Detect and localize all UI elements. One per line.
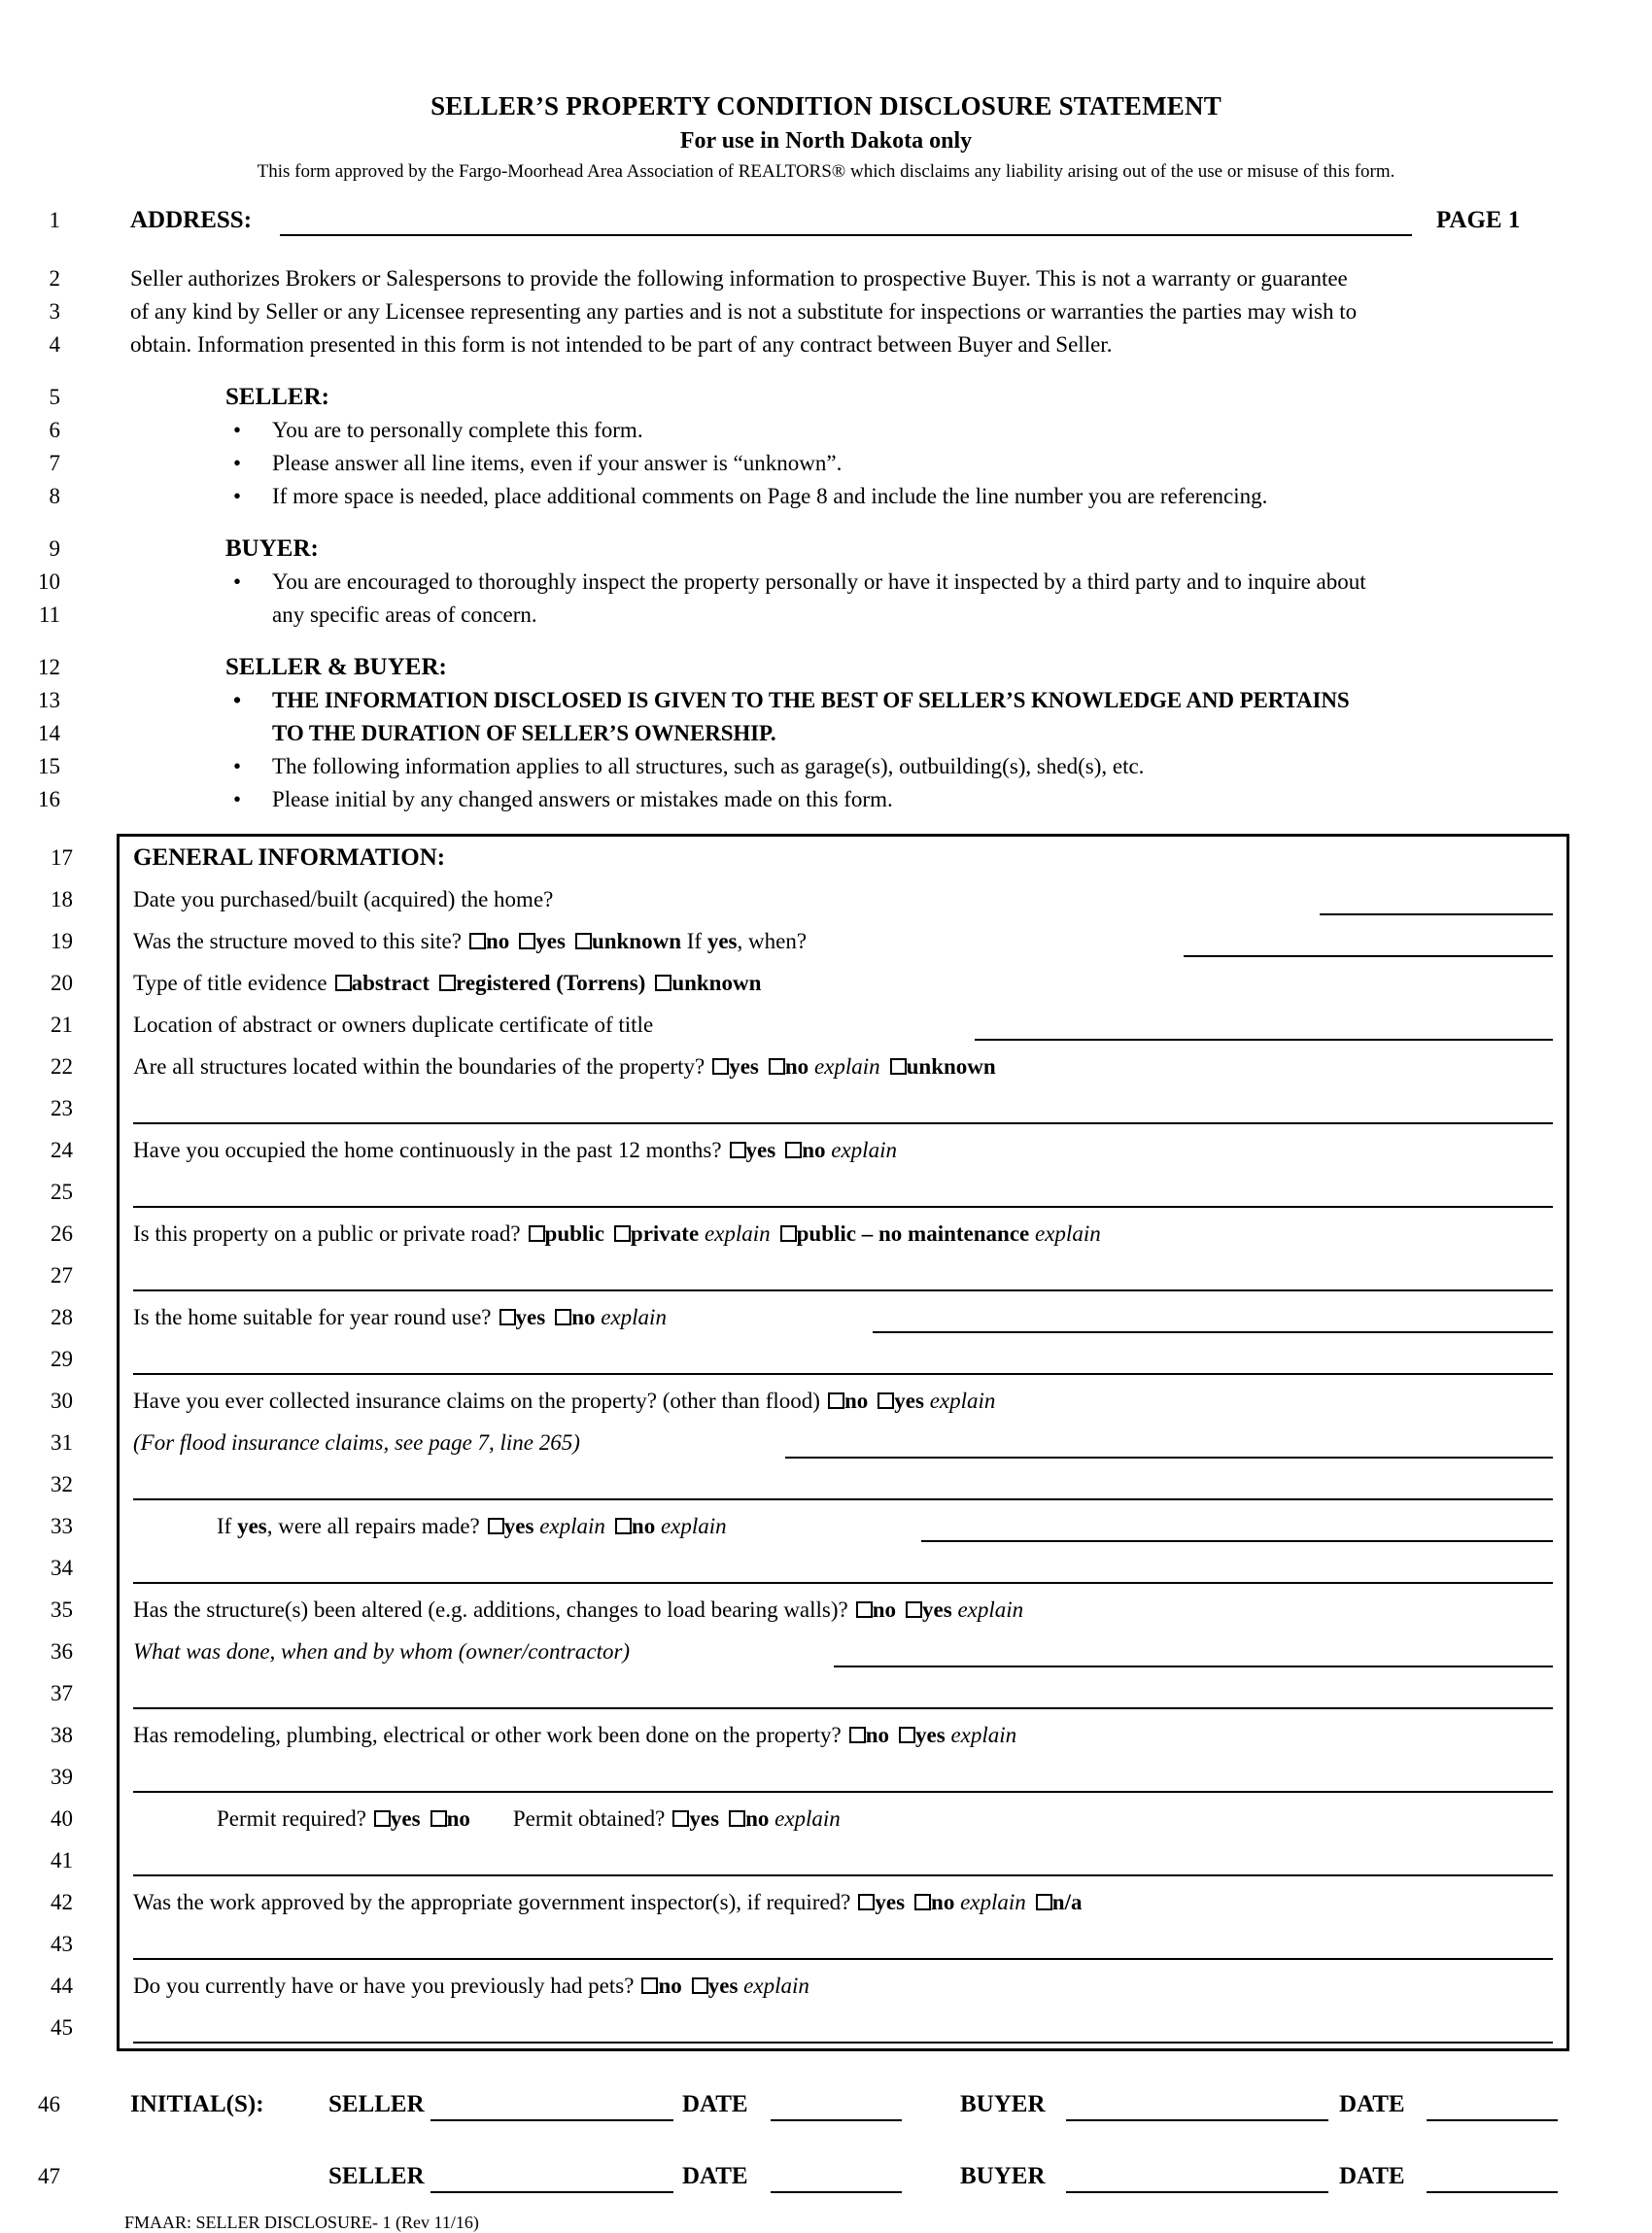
explain-hint: explain	[660, 1514, 727, 1538]
address-input[interactable]	[280, 234, 1412, 236]
checkbox-label: unknown	[671, 971, 762, 995]
checkbox-label: yes	[535, 929, 566, 953]
intro-line	[0, 328, 1652, 361]
answer-line[interactable]	[133, 2042, 1553, 2044]
checkbox-label: no	[658, 1974, 682, 1998]
explain-hint: explain	[950, 1723, 1017, 1747]
checkbox-label: unknown	[906, 1054, 996, 1079]
checkbox-public-no-maintenance[interactable]	[780, 1225, 797, 1242]
checkbox-label: no	[802, 1138, 826, 1162]
line-number: 46	[38, 2092, 60, 2116]
seller-buyer-section	[0, 651, 1652, 816]
line-number: 10	[38, 569, 60, 594]
checkbox-yes[interactable]	[899, 1727, 915, 1743]
line-number: 26	[51, 1221, 73, 1246]
answer-line[interactable]	[1184, 955, 1553, 957]
checkbox-abstract[interactable]	[335, 975, 352, 991]
checkbox-label: no	[485, 929, 510, 953]
form-question: Are all structures located within the boundaries of the property? yes no explain unknown	[133, 1054, 996, 1079]
seller-bullet	[0, 480, 1652, 513]
form-code: FMAAR: SELLER DISCLOSURE- 1 (Rev 11/16)	[124, 2213, 479, 2232]
line-number: 20	[51, 971, 73, 995]
checkbox-label: yes	[707, 1974, 739, 1998]
checkbox-label: no	[784, 1054, 809, 1079]
form-question: Was the structure moved to this site? no yes unknown If yes, when?	[133, 929, 808, 953]
form-line-31	[51, 1422, 1566, 1463]
intro-line	[0, 262, 1652, 295]
intro-text: obtain. Information presented in this form is not intended to be part of any contract between Buyer and Seller.	[130, 332, 1113, 357]
form-question: Has the structure(s) been altered (e.g. additions, changes to load bearing walls)? no yes explain	[133, 1597, 1024, 1622]
form-line-21	[51, 1004, 1566, 1046]
seller-bullet-text: • If more space is needed, place additional comments on Page 8 and include the line number you are referencing.	[225, 480, 1574, 513]
answer-line[interactable]	[133, 1582, 1553, 1584]
spacer	[0, 2127, 1652, 2154]
answer-line[interactable]	[975, 1039, 1553, 1041]
answer-line[interactable]	[133, 1707, 1553, 1709]
form-line-32	[51, 1463, 1566, 1505]
buyer-date-input[interactable]	[1427, 2191, 1558, 2193]
line-number: 1	[49, 208, 60, 232]
form-line-26	[51, 1213, 1566, 1254]
seller-buyer-bullet	[0, 750, 1652, 783]
form-question: Was the work approved by the appropriate government inspector(s), if required? yes no explain n/a	[133, 1890, 1083, 1914]
line-number: 5	[49, 385, 60, 409]
line-number: 37	[51, 1681, 73, 1705]
form-line-34	[51, 1547, 1566, 1589]
buyer-initial-input[interactable]	[1066, 2191, 1328, 2193]
seller-buyer-bullet-text: TO THE DURATION OF SELLER’S OWNERSHIP.	[272, 721, 776, 745]
buyer-bullet-continuation	[0, 599, 1652, 632]
checkbox-label: yes	[729, 1054, 759, 1079]
checkbox-label: unknown	[591, 929, 682, 953]
seller-label: SELLER	[328, 2163, 425, 2189]
seller-label: SELLER	[328, 2091, 425, 2117]
checkbox-yes[interactable]	[519, 933, 535, 949]
seller-initial-input[interactable]	[430, 2119, 673, 2121]
buyer-heading: BUYER:	[225, 535, 319, 562]
line-number: 29	[51, 1347, 73, 1371]
checkbox-label: yes	[915, 1723, 946, 1747]
form-line-24	[51, 1129, 1566, 1171]
line-number: 38	[51, 1723, 73, 1747]
checkbox-label: private	[630, 1221, 700, 1246]
form-line-45	[51, 2007, 1566, 2048]
date-label: DATE	[1339, 2091, 1405, 2117]
intro-paragraph	[0, 262, 1652, 361]
seller-bullet-text: • Please answer all line items, even if your answer is “unknown”.	[225, 447, 1574, 480]
line-number: 44	[51, 1974, 73, 1998]
answer-line[interactable]	[785, 1457, 1553, 1459]
form-question: Do you currently have or have you previously had pets? no yes explain	[133, 1974, 809, 1998]
seller-buyer-bullet-text: • THE INFORMATION DISCLOSED IS GIVEN TO THE BEST OF SELLER’S KNOWLEDGE AND PERTAINS	[225, 684, 1574, 717]
line-number: 6	[49, 418, 60, 442]
checkbox-label: no	[872, 1597, 897, 1622]
answer-line[interactable]	[133, 1122, 1553, 1124]
seller-bullet	[0, 447, 1652, 480]
checkbox-unknown[interactable]	[575, 933, 592, 949]
line-number: 47	[38, 2164, 60, 2188]
checkbox-no[interactable]	[615, 1518, 632, 1534]
seller-date-input[interactable]	[771, 2191, 902, 2193]
buyer-bullet	[0, 566, 1652, 599]
checkbox-private[interactable]	[614, 1225, 631, 1242]
section-heading: GENERAL INFORMATION:	[133, 844, 446, 871]
answer-line[interactable]	[133, 1206, 1553, 1208]
line-number: 30	[51, 1389, 73, 1413]
form-question: If yes, were all repairs made? yes explain no explain	[217, 1514, 727, 1538]
form-line-41	[51, 1839, 1566, 1881]
checkbox-label: yes	[922, 1597, 952, 1622]
seller-bullet-text: • You are to personally complete this form.	[225, 414, 1574, 447]
checkbox-yes[interactable]	[906, 1601, 922, 1618]
buyer-instructions-section	[0, 532, 1652, 632]
form-line-39	[51, 1756, 1566, 1798]
answer-line[interactable]	[921, 1540, 1553, 1542]
page-subtitle: For use in North Dakota only	[679, 128, 973, 154]
form-question: Is this property on a public or private road? public private explain public – no maintenance explain	[133, 1221, 1101, 1246]
line-number: 22	[51, 1054, 73, 1079]
checkbox-yes[interactable]	[712, 1058, 729, 1075]
line-number: 9	[49, 536, 60, 561]
checkbox-yes[interactable]	[858, 1894, 875, 1910]
signature-row	[0, 2082, 1652, 2127]
line-number: 15	[38, 754, 60, 778]
address-row	[0, 204, 1652, 243]
line-number: 14	[38, 721, 60, 745]
intro-text: of any kind by Seller or any Licensee representing any parties and is not a substitute for inspections or warranties the parties may wish to	[130, 299, 1358, 324]
checkbox-no[interactable]	[430, 1810, 447, 1827]
form-line-40	[51, 1798, 1566, 1839]
line-number: 43	[51, 1932, 73, 1956]
line-number: 27	[51, 1263, 73, 1288]
checkbox-yes[interactable]	[488, 1518, 504, 1534]
seller-buyer-heading-row	[0, 651, 1652, 684]
page-indicator: PAGE 1	[1436, 207, 1521, 233]
checkbox-yes[interactable]	[374, 1810, 391, 1827]
form-line-42	[51, 1881, 1566, 1923]
buyer-label: BUYER	[960, 2091, 1046, 2117]
explain-hint: explain	[774, 1806, 841, 1831]
seller-buyer-heading: SELLER & BUYER:	[225, 654, 447, 680]
seller-buyer-bullet-continuation	[0, 717, 1652, 750]
checkbox-label: public	[544, 1221, 604, 1246]
seller-bullet	[0, 414, 1652, 447]
explain-hint: explain	[957, 1597, 1024, 1622]
date-label: DATE	[682, 2163, 748, 2189]
checkbox-label: yes	[689, 1806, 720, 1831]
address-label: ADDRESS:	[130, 207, 253, 233]
form-line-28	[51, 1296, 1566, 1338]
form-line-35	[51, 1589, 1566, 1631]
date-label: DATE	[1339, 2163, 1405, 2189]
form-question: Date you purchased/built (acquired) the home?	[133, 887, 554, 911]
explain-hint: explain	[929, 1389, 996, 1413]
line-number: 18	[51, 887, 73, 911]
form-line-25	[51, 1171, 1566, 1213]
checkbox-yes[interactable]	[672, 1810, 689, 1827]
form-line-20	[51, 962, 1566, 1004]
checkbox-yes[interactable]	[499, 1309, 516, 1325]
explain-hint: explain	[601, 1305, 667, 1329]
explain-hint: explain	[539, 1514, 605, 1538]
seller-heading: SELLER:	[225, 384, 329, 410]
checkbox-no[interactable]	[856, 1601, 873, 1618]
line-number: 36	[51, 1639, 73, 1664]
line-number: 19	[51, 929, 73, 953]
checkbox-yes[interactable]	[692, 1977, 708, 1994]
line-number: 21	[51, 1013, 73, 1037]
checkbox-no[interactable]	[785, 1142, 802, 1158]
form-line-33	[51, 1505, 1566, 1547]
intro-line	[0, 295, 1652, 328]
checkbox-label: yes	[875, 1890, 906, 1914]
initials-label: INITIAL(S):	[130, 2091, 264, 2117]
buyer-heading-row	[0, 532, 1652, 566]
answer-line[interactable]	[133, 1874, 1553, 1876]
approval-note: This form approved by the Fargo-Moorhead Area Association of REALTORS® which disclaims any liability arising out of the use or misuse of this form.	[257, 161, 1395, 182]
form-question: What was done, when and by whom (owner/contractor)	[133, 1639, 631, 1664]
buyer-bullet-text: • You are encouraged to thoroughly inspect the property personally or have it inspected by a third party and to inquire about	[225, 566, 1574, 599]
form-question: Is the home suitable for year round use? yes no explain	[133, 1305, 667, 1329]
checkbox-no[interactable]	[769, 1058, 785, 1075]
seller-buyer-bullet	[0, 783, 1652, 816]
intro-text: Seller authorizes Brokers or Salespersons to provide the following information to prospective Buyer. This is not a warranty or guarantee	[130, 266, 1348, 291]
line-number: 35	[51, 1597, 73, 1622]
answer-line[interactable]	[133, 1289, 1553, 1291]
line-number: 13	[38, 688, 60, 712]
buyer-bullet-text: any specific areas of concern.	[272, 602, 537, 627]
form-line-36	[51, 1631, 1566, 1672]
line-number: 41	[51, 1848, 73, 1872]
line-number: 40	[51, 1806, 73, 1831]
form-question: Have you occupied the home continuously in the past 12 months? yes no explain	[133, 1138, 897, 1162]
form-line-37	[51, 1672, 1566, 1714]
line-number: 32	[51, 1472, 73, 1496]
checkbox-label: abstract	[351, 971, 430, 995]
line-number: 33	[51, 1514, 73, 1538]
line-number: 23	[51, 1096, 73, 1120]
checkbox-label: public – no maintenance	[796, 1221, 1030, 1246]
checkbox-no[interactable]	[914, 1894, 931, 1910]
explain-hint: explain	[831, 1138, 897, 1162]
explain-hint: explain	[704, 1221, 771, 1246]
answer-line[interactable]	[834, 1666, 1553, 1667]
line-number: 12	[38, 655, 60, 679]
seller-instructions-section	[0, 381, 1652, 513]
form-line-29	[51, 1338, 1566, 1380]
checkbox-label: no	[631, 1514, 656, 1538]
answer-line[interactable]	[133, 1791, 1553, 1793]
checkbox-yes[interactable]	[878, 1392, 894, 1409]
seller-initial-input[interactable]	[430, 2191, 673, 2193]
explain-hint: explain	[813, 1054, 880, 1079]
signature-row	[0, 2154, 1652, 2199]
checkbox-no[interactable]	[849, 1727, 866, 1743]
form-question: Type of title evidence abstract registered (Torrens) unknown	[133, 971, 762, 995]
checkbox-label: no	[745, 1806, 770, 1831]
form-line-22	[51, 1046, 1566, 1087]
checkbox-label: yes	[503, 1514, 534, 1538]
form-question: (For flood insurance claims, see page 7, line 265)	[133, 1430, 580, 1455]
form-question: Has remodeling, plumbing, electrical or other work been done on the property? no yes explain	[133, 1723, 1017, 1747]
checkbox-registered-torrens-[interactable]	[439, 975, 456, 991]
line-number: 11	[38, 602, 60, 627]
checkbox-label: yes	[894, 1389, 924, 1413]
checkbox-label: yes	[515, 1305, 546, 1329]
checkbox-label: no	[865, 1723, 890, 1747]
seller-buyer-bullet-text: • The following information applies to all structures, such as garage(s), outbuilding(s), shed(s), etc.	[225, 750, 1574, 783]
checkbox-unknown[interactable]	[890, 1058, 907, 1075]
checkbox-label: yes	[390, 1806, 421, 1831]
checkbox-label: no	[571, 1305, 596, 1329]
line-number: 24	[51, 1138, 73, 1162]
line-number: 8	[49, 484, 60, 508]
answer-line[interactable]	[1320, 913, 1553, 915]
line-number: 7	[49, 451, 60, 475]
checkbox-label: yes	[745, 1138, 776, 1162]
document-header	[0, 91, 1652, 183]
checkbox-unknown[interactable]	[655, 975, 671, 991]
answer-line[interactable]	[133, 1958, 1553, 1960]
seller-date-input[interactable]	[771, 2119, 902, 2121]
form-question: Location of abstract or owners duplicate certificate of title	[133, 1013, 654, 1037]
form-line-38	[51, 1714, 1566, 1756]
form-question: Have you ever collected insurance claims on the property? (other than flood) no yes explain	[133, 1389, 996, 1413]
line-number: 2	[49, 266, 60, 291]
line-number: 17	[51, 845, 73, 870]
form-line-19	[51, 920, 1566, 962]
checkbox-no[interactable]	[729, 1810, 745, 1827]
checkbox-no[interactable]	[641, 1977, 658, 1994]
explain-hint: explain	[1035, 1221, 1101, 1246]
form-line-30	[51, 1380, 1566, 1422]
line-number: 28	[51, 1305, 73, 1329]
general-information-box	[51, 834, 1569, 2051]
checkbox-n-a[interactable]	[1036, 1894, 1052, 1910]
checkbox-label: n/a	[1051, 1890, 1083, 1914]
buyer-label: BUYER	[960, 2163, 1046, 2189]
checkbox-no[interactable]	[469, 933, 486, 949]
seller-heading-row	[0, 381, 1652, 414]
line-number: 42	[51, 1890, 73, 1914]
checkbox-label: no	[931, 1890, 955, 1914]
general-information-box-wrap	[0, 834, 1652, 2057]
checkbox-yes[interactable]	[730, 1142, 746, 1158]
checkbox-label: no	[843, 1389, 869, 1413]
checkbox-no[interactable]	[555, 1309, 571, 1325]
form-line-18	[51, 878, 1566, 920]
line-number: 4	[49, 332, 60, 357]
answer-line[interactable]	[873, 1331, 1553, 1333]
form-line-23	[51, 1087, 1566, 1129]
line-number: 16	[38, 787, 60, 811]
line-number: 25	[51, 1180, 73, 1204]
date-label: DATE	[682, 2091, 748, 2117]
checkbox-label: no	[446, 1806, 470, 1831]
line-number: 31	[51, 1430, 73, 1455]
checkbox-label: registered (Torrens)	[456, 971, 646, 995]
line-number: 45	[51, 2015, 73, 2040]
seller-buyer-bullet-text: • Please initial by any changed answers or mistakes made on this form.	[225, 783, 1574, 816]
form-line-27	[51, 1254, 1566, 1296]
form-line-43	[51, 1923, 1566, 1965]
explain-hint: explain	[743, 1974, 809, 1998]
form-line-17	[51, 837, 1566, 878]
line-number: 3	[49, 299, 60, 324]
form-line-44	[51, 1965, 1566, 2007]
line-number: 39	[51, 1765, 73, 1789]
answer-line[interactable]	[133, 1373, 1553, 1375]
checkbox-no[interactable]	[828, 1392, 844, 1409]
explain-hint: explain	[960, 1890, 1026, 1914]
line-number: 34	[51, 1556, 73, 1580]
form-question: Permit required? yes no Permit obtained? yes no explain	[217, 1806, 841, 1831]
signature-block	[0, 2082, 1652, 2233]
seller-buyer-bullet	[0, 684, 1652, 717]
checkbox-public[interactable]	[529, 1225, 545, 1242]
answer-line[interactable]	[133, 1498, 1553, 1500]
buyer-date-input[interactable]	[1427, 2119, 1558, 2121]
buyer-initial-input[interactable]	[1066, 2119, 1328, 2121]
page-title: SELLER’S PROPERTY CONDITION DISCLOSURE STATEMENT	[430, 91, 1222, 120]
